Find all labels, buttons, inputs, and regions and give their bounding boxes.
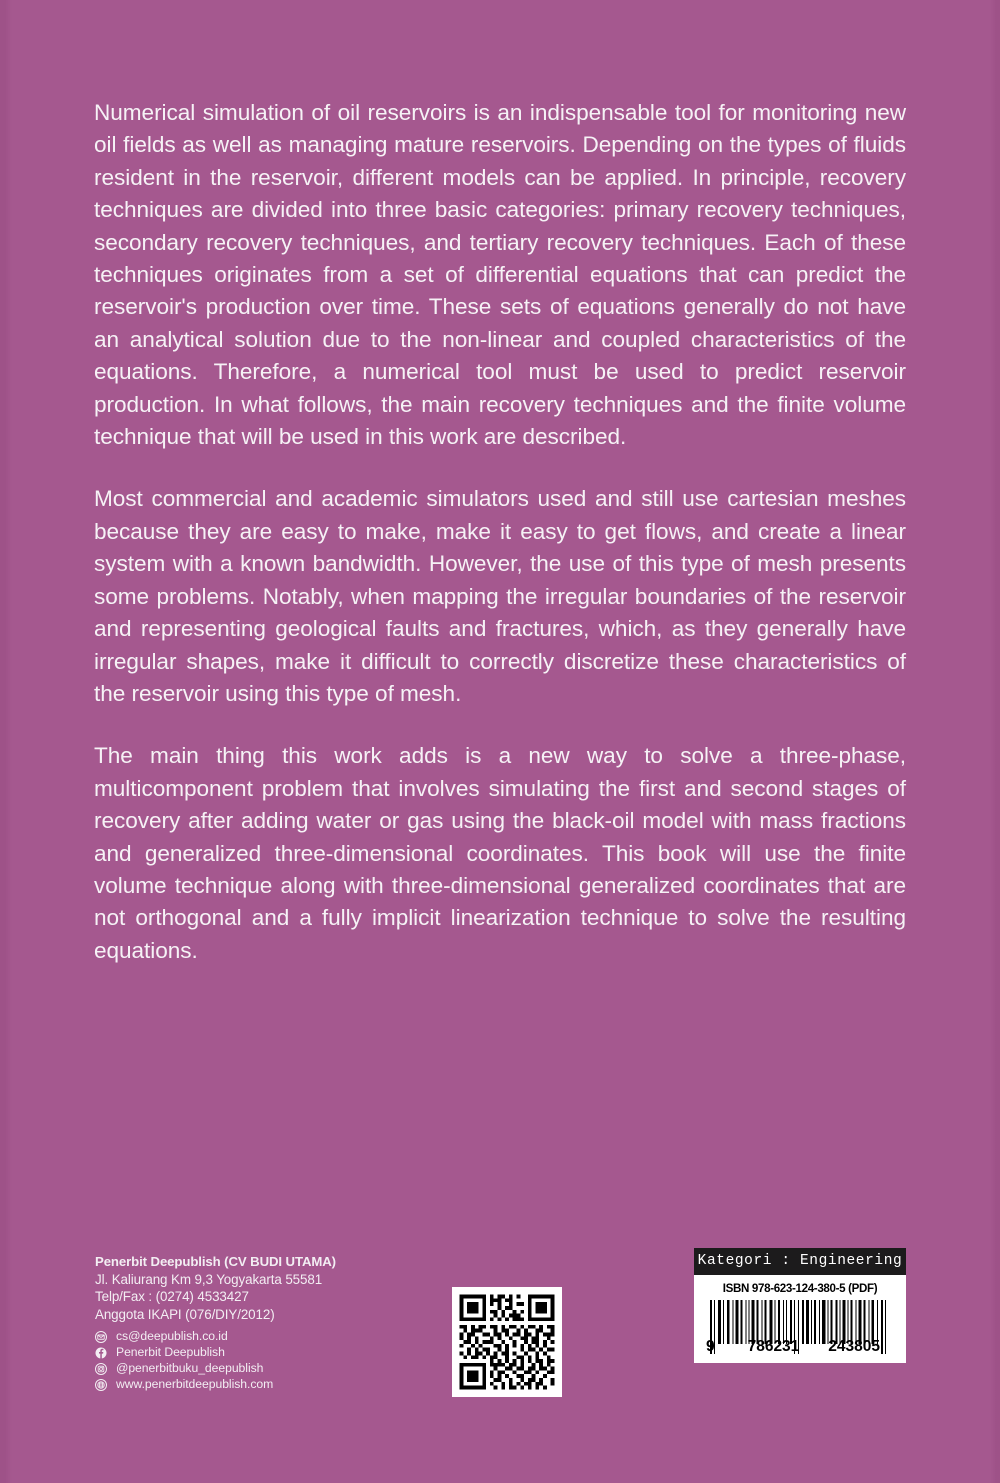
publisher-address: Jl. Kaliurang Km 9,3 Yogyakarta 55581 — [95, 1271, 323, 1287]
blurb-paragraph-2: Most commercial and academic simulators used and still use cartesian meshes because they are easy to make, make it easy to get flows, and create a linear system with a known bandwidth. However, the use of this type of mesh presents some problems. Notably, when mapping the irregular boundaries of the reservoir and representing geological faults and fractures, which, as they generally have irregular shapes, make it difficult to correctly discretize these characteristics of the reservoir using this type of mesh. — [94, 486, 906, 706]
contact-facebook-label: Penerbit Deepublish — [116, 1344, 225, 1359]
category-bar: Kategori : Engineering — [694, 1248, 906, 1275]
contact-email[interactable] — [95, 1328, 336, 1344]
qr-code[interactable] — [452, 1287, 562, 1397]
contact-website[interactable] — [95, 1376, 336, 1392]
publisher-contacts — [95, 1328, 336, 1392]
qr-code-matrix — [452, 1287, 562, 1397]
contact-instagram-label: @penerbitbuku_deepublish — [116, 1360, 264, 1375]
publisher-phone: Telp/Fax : (0274) 4533427 — [95, 1289, 249, 1304]
isbn-block — [694, 1248, 906, 1363]
contact-facebook[interactable] — [95, 1344, 336, 1360]
envelope-icon — [95, 1330, 107, 1342]
barcode-digit-prefix: 9 — [706, 1338, 715, 1355]
isbn-number: ISBN 978-623-124-380-5 (PDF) — [722, 1282, 878, 1295]
back-cover-blurb — [94, 97, 906, 967]
contact-instagram[interactable] — [95, 1360, 336, 1376]
barcode-digits — [704, 1339, 896, 1357]
blurb-paragraph-1: Numerical simulation of oil reservoirs is an indispensable tool for monitoring new oil fields as well as managing mature reservoirs. Depending on the types of fluids resident in the reservoir, different models can be applied. In principle, recovery techniques are divided into three basic categories: primary recovery techniques, secondary recovery techniques, and tertiary recovery techniques. Each of these techniques originates from a set of differential equations that can predict the reservoir's production over time. These sets of equations generally do not have an analytical solution due to the non-linear and coupled characteristics of the equations. Therefore, a numerical tool must be used to predict reservoir production. In what follows, the main recovery techniques and the finite volume technique that will be used in this work are described. — [94, 100, 906, 450]
globe-icon — [95, 1378, 107, 1390]
contact-website-label: www.penerbitdeepublish.com — [116, 1376, 274, 1391]
publisher-name: Penerbit Deepublish (CV BUDI UTAMA) — [95, 1254, 336, 1269]
blurb-paragraph-3: The main thing this work adds is a new way to solve a three-phase, multicomponent problem that involves simulating the first and second stages of recovery after adding water or gas using the black-oil model with mass fractions and generalized three-dimensional coordinates. This book will use the finite volume technique along with three-dimensional generalized coordinates that are not orthogonal and a fully implicit linearization technique to solve the resulting equations. — [94, 743, 906, 963]
contact-email-label: cs@deepublish.co.id — [116, 1328, 228, 1343]
isbn-body — [694, 1275, 906, 1363]
barcode-digit-group-1: 786231 — [747, 1338, 800, 1355]
barcode-digit-group-2: 243805 — [828, 1338, 880, 1355]
cover-footer — [0, 1240, 1000, 1400]
publisher-membership: Anggota IKAPI (076/DIY/2012) — [95, 1306, 275, 1322]
publisher-info — [95, 1253, 336, 1392]
instagram-icon — [95, 1362, 107, 1374]
facebook-icon — [95, 1346, 107, 1358]
